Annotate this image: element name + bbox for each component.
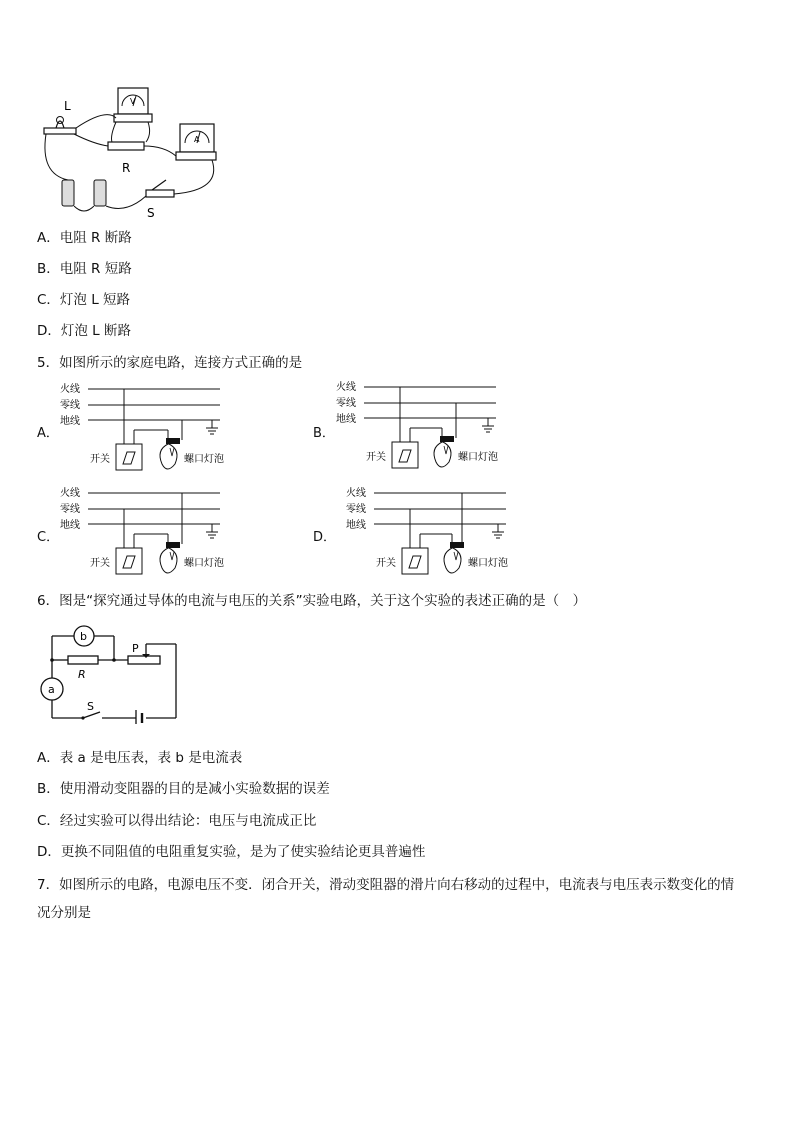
- q5-diagram-c: [60, 486, 230, 582]
- q4-option-b: B．电阻 R 短路: [37, 261, 132, 277]
- q7-stem-line2: 况分别是: [37, 905, 91, 921]
- q4-label-A: A: [194, 135, 200, 144]
- neutral-wire-label: 零线: [60, 400, 80, 411]
- q6-option-d: D．更换不同阻值的电阻重复实验，是为了使实验结论更具普遍性: [37, 844, 426, 860]
- q7-stem-line1: 7．如图所示的电路，电源电压不变．闭合开关，滑动变阻器的滑片向右移动的过程中，电流表与电压表示数变化的情: [37, 877, 735, 893]
- q5-diagram-a: [60, 382, 230, 478]
- resistor-label: R: [78, 668, 86, 681]
- q4-label-L: L: [64, 99, 71, 113]
- q5-stem: 5．如图所示的家庭电路，连接方式正确的是: [37, 355, 303, 371]
- switch-label: 开关: [366, 452, 386, 463]
- bulb-label: 螺口灯泡: [458, 452, 498, 463]
- q4-option-c: C．灯泡 L 短路: [37, 292, 131, 308]
- meter-a-label: a: [48, 683, 55, 696]
- neutral-wire-label: 零线: [336, 398, 356, 409]
- neutral-wire-label: 零线: [60, 504, 80, 515]
- q5-letter-d: D．: [313, 530, 337, 545]
- neutral-wire-label: 零线: [346, 504, 366, 515]
- q6-option-c: C．经过实验可以得出结论：电压与电流成正比: [37, 813, 317, 829]
- q4-option-d: D．灯泡 L 断路: [37, 323, 131, 339]
- bulb-label: 螺口灯泡: [184, 454, 224, 465]
- q5-letter-c: C．: [37, 530, 60, 545]
- meter-b-label: b: [80, 630, 87, 643]
- live-wire-label: 火线: [346, 488, 366, 499]
- q6-stem: 6．图是“探究通过导体的电流与电压的关系”实验电路，关于这个实验的表述正确的是（ ）: [37, 593, 587, 609]
- q6-option-b: B．使用滑动变阻器的目的是减小实验数据的误差: [37, 781, 330, 797]
- live-wire-label: 火线: [60, 488, 80, 499]
- ground-wire-label: 地线: [60, 416, 80, 427]
- q6-circuit-diagram: [38, 624, 183, 724]
- q5-diagram-d: [346, 486, 516, 582]
- q4-circuit-figure: [36, 80, 226, 222]
- q4-option-a: A．电阻 R 断路: [37, 230, 132, 246]
- live-wire-label: 火线: [336, 382, 356, 393]
- ground-wire-label: 地线: [346, 520, 366, 531]
- bulb-label: 螺口灯泡: [468, 558, 508, 569]
- switch-label: S: [87, 700, 94, 713]
- bulb-label: 螺口灯泡: [184, 558, 224, 569]
- q4-label-V: V: [130, 97, 136, 106]
- switch-label: 开关: [90, 558, 110, 569]
- q5-diagram-b: [336, 380, 506, 476]
- q5-letter-a: A．: [37, 426, 59, 441]
- slider-label: P: [132, 642, 139, 655]
- switch-label: 开关: [376, 558, 396, 569]
- q6-option-a: A．表 a 是电压表，表 b 是电流表: [37, 750, 243, 766]
- live-wire-label: 火线: [60, 384, 80, 395]
- q4-label-R: R: [122, 161, 131, 175]
- ground-wire-label: 地线: [336, 414, 356, 425]
- q4-label-S: S: [147, 206, 155, 220]
- q5-letter-b: B．: [313, 426, 335, 441]
- ground-wire-label: 地线: [60, 520, 80, 531]
- switch-label: 开关: [90, 454, 110, 465]
